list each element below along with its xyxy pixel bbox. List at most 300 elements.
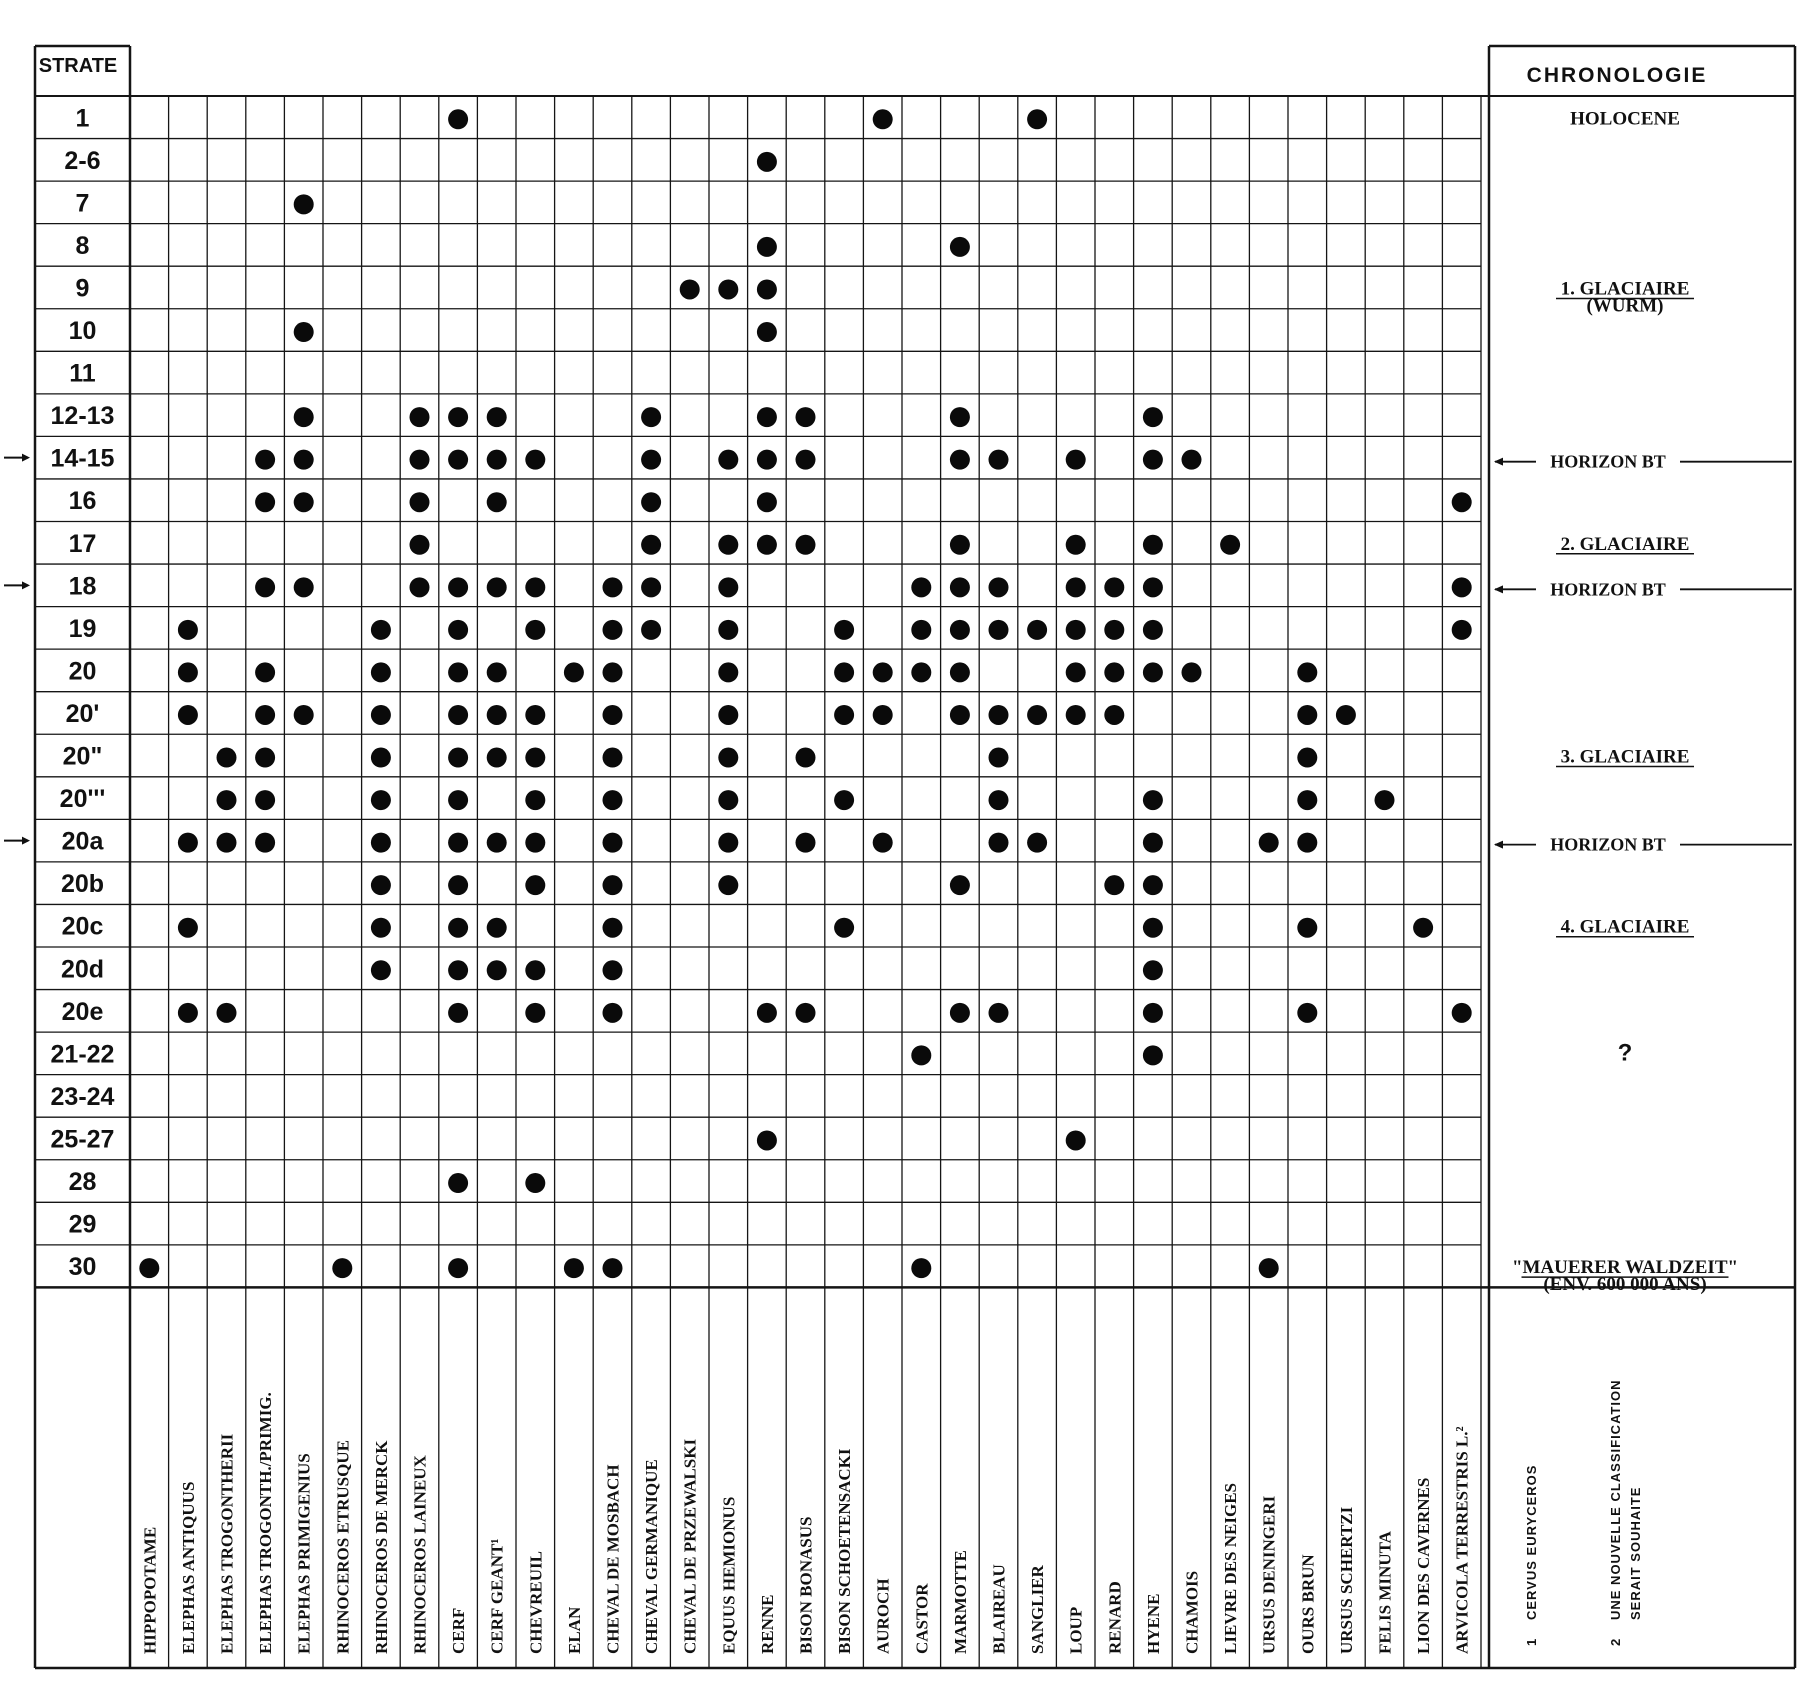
presence-dot — [603, 705, 623, 725]
species-label: ARVICOLA TERRESTRIS L.² — [1452, 1426, 1472, 1654]
presence-dot — [487, 833, 507, 853]
presence-dot — [255, 450, 275, 470]
presence-dot — [1143, 1045, 1163, 1065]
presence-dot — [757, 152, 777, 172]
presence-dot — [989, 577, 1009, 597]
presence-dot — [1297, 748, 1317, 768]
presence-dot — [371, 790, 391, 810]
presence-dot — [718, 662, 738, 682]
presence-dot — [873, 705, 893, 725]
presence-dot — [294, 194, 314, 214]
presence-dot — [1297, 833, 1317, 853]
presence-dot — [487, 492, 507, 512]
species-label: CERF GEANT¹ — [487, 1538, 507, 1654]
presence-dot — [371, 833, 391, 853]
presence-dot — [873, 662, 893, 682]
species-labels — [140, 1392, 1471, 1654]
presence-dot — [1027, 705, 1047, 725]
presence-dot — [178, 705, 198, 725]
strate-label: 20 — [68, 657, 97, 686]
species-label: CHEVAL DE MOSBACH — [603, 1464, 623, 1654]
chronology-label: 1. GLACIAIRE — [1560, 278, 1690, 300]
presence-dot — [332, 1258, 352, 1278]
presence-dot — [757, 322, 777, 342]
presence-dot — [757, 237, 777, 257]
strate-label: 14-15 — [50, 444, 115, 473]
presence-dot — [1143, 620, 1163, 640]
presence-dot — [371, 960, 391, 980]
presence-dot — [641, 407, 661, 427]
horizon-arrow-head — [1494, 585, 1503, 593]
horizon-label: HORIZON BT — [1550, 834, 1666, 855]
presence-dot — [641, 492, 661, 512]
presence-dot — [217, 833, 237, 853]
presence-dot — [796, 407, 816, 427]
presence-dot — [410, 450, 430, 470]
strate-label: 20a — [61, 827, 104, 856]
strate-label: 10 — [68, 317, 97, 346]
presence-dot — [1259, 833, 1279, 853]
strate-label: 1 — [75, 104, 90, 133]
footnote-mark: 2 — [1608, 1637, 1623, 1646]
presence-dot — [448, 1258, 468, 1278]
presence-dot — [178, 833, 198, 853]
presence-dot — [1066, 535, 1086, 555]
strata-labels — [4, 104, 115, 1281]
presence-dot — [448, 620, 468, 640]
presence-dot — [371, 875, 391, 895]
species-label: AUROCH — [873, 1578, 893, 1654]
presence-dot — [1297, 918, 1317, 938]
presence-dot — [603, 577, 623, 597]
presence-dot — [410, 535, 430, 555]
presence-dot — [873, 109, 893, 129]
header-area — [39, 55, 1708, 87]
strate-label: 7 — [75, 189, 90, 218]
species-label: RHINOCEROS ETRUSQUE — [333, 1440, 353, 1654]
species-label: ELEPHAS TROGONTHERII — [217, 1433, 237, 1654]
presence-dot — [950, 705, 970, 725]
presence-dot — [989, 450, 1009, 470]
presence-dot — [641, 450, 661, 470]
strate-label: 8 — [75, 231, 90, 260]
presence-dot — [834, 662, 854, 682]
presence-dot — [525, 960, 545, 980]
strate-label: 20b — [60, 870, 105, 899]
presence-dot — [410, 492, 430, 512]
presence-dot — [487, 450, 507, 470]
presence-dot — [1066, 705, 1086, 725]
species-label: CHAMOIS — [1182, 1570, 1202, 1654]
presence-dot — [448, 790, 468, 810]
presence-dot — [217, 1003, 237, 1023]
presence-dot — [255, 577, 275, 597]
footnote-text: UNE NOUVELLE CLASSIFICATION — [1608, 1379, 1623, 1620]
strate-label: 20" — [62, 742, 103, 771]
presence-dot — [1104, 705, 1124, 725]
presence-dot — [448, 450, 468, 470]
species-label: CASTOR — [912, 1583, 932, 1654]
presence-dot — [834, 790, 854, 810]
presence-dot — [178, 620, 198, 640]
strate-arrow-head — [22, 837, 30, 845]
presence-dot — [1259, 1258, 1279, 1278]
chronology-label: "MAUERER WALDZEIT" — [1511, 1257, 1739, 1279]
presence-dot — [950, 620, 970, 640]
presence-dot — [873, 833, 893, 853]
presence-dot — [641, 620, 661, 640]
horizon-arrow-head — [1494, 458, 1503, 466]
strate-header: STRATE — [38, 55, 118, 77]
presence-dot — [1066, 1130, 1086, 1150]
strate-label: 20c — [61, 912, 104, 941]
presence-dot — [603, 875, 623, 895]
presence-dot — [989, 748, 1009, 768]
presence-dot — [950, 1003, 970, 1023]
strate-label: 20''' — [59, 785, 106, 814]
presence-dot — [757, 407, 777, 427]
horizon-arrow-head — [1494, 841, 1503, 849]
presence-dot — [178, 1003, 198, 1023]
horizon-label: HORIZON BT — [1550, 579, 1666, 600]
presence-dot — [448, 109, 468, 129]
strate-label: 25-27 — [50, 1125, 115, 1154]
presence-dot — [294, 577, 314, 597]
presence-dot — [410, 407, 430, 427]
presence-dot — [1027, 620, 1047, 640]
strate-label: 21-22 — [50, 1040, 115, 1069]
strate-label: 12-13 — [50, 402, 115, 431]
species-label: OURS BRUN — [1298, 1554, 1318, 1654]
presence-dot — [603, 748, 623, 768]
presence-dot — [294, 322, 314, 342]
presence-dot — [178, 662, 198, 682]
strate-arrow-head — [22, 581, 30, 589]
chronology-label: 3. GLACIAIRE — [1560, 746, 1690, 768]
species-label: ELEPHAS PRIMIGENIUS — [294, 1453, 314, 1654]
chronologie-header: CHRONOLOGIE — [1526, 64, 1708, 87]
presence-dot — [950, 450, 970, 470]
presence-dot — [1452, 1003, 1472, 1023]
presence-dot — [564, 1258, 584, 1278]
presence-dot — [603, 790, 623, 810]
presence-dot — [1104, 875, 1124, 895]
presence-dot — [757, 450, 777, 470]
presence-dot — [757, 1003, 777, 1023]
presence-dot — [448, 875, 468, 895]
presence-dot — [950, 577, 970, 597]
chronology-sublabel: (WURM) — [1586, 295, 1664, 317]
presence-dot — [371, 662, 391, 682]
species-label: URSUS DENINGERI — [1259, 1495, 1279, 1654]
presence-dot — [1143, 960, 1163, 980]
presence-dot — [950, 237, 970, 257]
presence-dot — [950, 407, 970, 427]
species-label: EQUUS HEMIONUS — [719, 1496, 739, 1654]
presence-dot — [950, 662, 970, 682]
chronology-labels — [1512, 108, 1738, 1295]
presence-dot — [1066, 577, 1086, 597]
presence-dots — [139, 109, 1471, 1278]
species-label: RHINOCEROS DE MERCK — [371, 1440, 391, 1654]
presence-dot — [718, 535, 738, 555]
presence-dot — [410, 577, 430, 597]
presence-dot — [1104, 620, 1124, 640]
strate-label: 11 — [69, 359, 96, 388]
species-label: ELAN — [564, 1606, 584, 1654]
presence-dot — [718, 875, 738, 895]
presence-dot — [1027, 833, 1047, 853]
species-label: ELEPHAS ANTIQUUS — [178, 1481, 198, 1654]
presence-dot — [487, 918, 507, 938]
presence-dot — [1104, 662, 1124, 682]
species-label: SANGLIER — [1028, 1565, 1048, 1654]
chronology-sublabel: (ENV. 600 000 ANS) — [1543, 1274, 1707, 1296]
species-label: CHEVAL DE PRZEWALSKI — [680, 1438, 700, 1654]
presence-dot — [989, 705, 1009, 725]
presence-dot — [834, 620, 854, 640]
presence-dot — [255, 833, 275, 853]
presence-dot — [911, 620, 931, 640]
species-label: RENNE — [757, 1594, 777, 1654]
strate-label: 20d — [60, 955, 105, 984]
strate-label: 9 — [75, 274, 90, 303]
presence-dot — [989, 833, 1009, 853]
presence-dot — [641, 535, 661, 555]
presence-dot — [255, 790, 275, 810]
species-label: URSUS SCHERTZI — [1336, 1506, 1356, 1654]
presence-dot — [525, 1173, 545, 1193]
chronology-label: ? — [1617, 1039, 1633, 1067]
horizon-label: HORIZON BT — [1550, 451, 1666, 472]
presence-dot — [603, 918, 623, 938]
presence-dot — [448, 918, 468, 938]
presence-dot — [718, 833, 738, 853]
presence-dot — [796, 833, 816, 853]
species-label: CHEVREUIL — [526, 1551, 546, 1654]
strate-label: 17 — [68, 529, 97, 558]
presence-dot — [1143, 1003, 1163, 1023]
grid-lines — [35, 46, 1795, 1668]
presence-dot — [487, 407, 507, 427]
presence-dot — [294, 492, 314, 512]
presence-dot — [1143, 918, 1163, 938]
presence-dot — [1143, 875, 1163, 895]
species-label: ELEPHAS TROGONTH./PRIMIG. — [256, 1392, 276, 1654]
presence-dot — [603, 1258, 623, 1278]
presence-dot — [448, 833, 468, 853]
presence-dot — [1452, 492, 1472, 512]
presence-dot — [487, 705, 507, 725]
presence-dot — [603, 1003, 623, 1023]
species-label: LIEVRE DES NEIGES — [1221, 1482, 1241, 1654]
presence-dot — [989, 620, 1009, 640]
presence-dot — [950, 875, 970, 895]
presence-dot — [1143, 450, 1163, 470]
strate-arrow-head — [22, 454, 30, 462]
presence-dot — [989, 790, 1009, 810]
presence-dot — [1143, 535, 1163, 555]
presence-dot — [178, 918, 198, 938]
presence-dot — [718, 790, 738, 810]
presence-dot — [139, 1258, 159, 1278]
presence-dot — [603, 620, 623, 640]
presence-dot — [448, 748, 468, 768]
strate-label: 30 — [68, 1253, 97, 1282]
presence-dot — [487, 748, 507, 768]
presence-dot — [371, 705, 391, 725]
presence-dot — [371, 620, 391, 640]
strate-label: 19 — [68, 614, 97, 643]
presence-dot — [448, 662, 468, 682]
presence-dot — [757, 1130, 777, 1150]
presence-dot — [718, 705, 738, 725]
presence-dot — [757, 535, 777, 555]
presence-dot — [1297, 1003, 1317, 1023]
strate-label: 20e — [61, 997, 104, 1026]
presence-dot — [448, 1173, 468, 1193]
horizon-markers — [1494, 452, 1792, 855]
presence-dot — [371, 918, 391, 938]
presence-dot — [294, 407, 314, 427]
presence-dot — [911, 577, 931, 597]
presence-dot — [718, 577, 738, 597]
presence-dot — [1027, 109, 1047, 129]
presence-dot — [950, 535, 970, 555]
strate-label: 20' — [65, 699, 100, 728]
presence-dot — [1182, 450, 1202, 470]
species-label: BISON SCHOETENSACKI — [835, 1448, 855, 1654]
strate-label: 2-6 — [64, 146, 101, 175]
species-label: RENARD — [1105, 1581, 1125, 1654]
presence-dot — [525, 577, 545, 597]
presence-dot — [1297, 790, 1317, 810]
presence-dot — [294, 705, 314, 725]
presence-dot — [603, 833, 623, 853]
presence-dot — [1143, 833, 1163, 853]
presence-dot — [1104, 577, 1124, 597]
species-label: FELIS MINUTA — [1375, 1531, 1395, 1654]
presence-dot — [1220, 535, 1240, 555]
presence-dot — [989, 1003, 1009, 1023]
presence-dot — [487, 960, 507, 980]
strate-label: 16 — [68, 487, 97, 516]
species-label: BISON BONASUS — [796, 1516, 816, 1654]
presence-dot — [487, 577, 507, 597]
presence-dot — [834, 918, 854, 938]
chronology-label: 2. GLACIAIRE — [1560, 533, 1690, 555]
presence-dot — [448, 960, 468, 980]
footnote-mark: 1 — [1524, 1637, 1539, 1646]
presence-dot — [641, 577, 661, 597]
presence-dot — [448, 577, 468, 597]
presence-dot — [255, 705, 275, 725]
strate-label: 23-24 — [50, 1082, 115, 1111]
presence-dot — [525, 790, 545, 810]
presence-dot — [1452, 620, 1472, 640]
presence-dot — [525, 450, 545, 470]
presence-dot — [796, 450, 816, 470]
presence-dot — [796, 1003, 816, 1023]
presence-dot — [1143, 790, 1163, 810]
chronology-label: 4. GLACIAIRE — [1560, 916, 1690, 938]
presence-dot — [718, 450, 738, 470]
presence-dot — [1143, 577, 1163, 597]
presence-dot — [911, 1045, 931, 1065]
presence-dot — [525, 620, 545, 640]
species-label: BLAIREAU — [989, 1564, 1009, 1654]
presence-dot — [796, 535, 816, 555]
species-label: LOUP — [1066, 1606, 1086, 1654]
presence-dot — [294, 450, 314, 470]
presence-dot — [1066, 620, 1086, 640]
presence-dot — [1297, 705, 1317, 725]
presence-dot — [448, 407, 468, 427]
presence-dot — [525, 875, 545, 895]
species-label: LION DES CAVERNES — [1414, 1477, 1434, 1654]
footnote-text: CERVUS EURYCEROS — [1524, 1464, 1539, 1620]
presence-dot — [911, 662, 931, 682]
footnote-text: SERAIT SOUHAITE — [1628, 1486, 1643, 1620]
presence-dot — [603, 960, 623, 980]
presence-dot — [1182, 662, 1202, 682]
species-label: CHEVAL GERMANIQUE — [642, 1459, 662, 1654]
species-label: MARMOTTE — [950, 1550, 970, 1654]
presence-dot — [911, 1258, 931, 1278]
species-label: RHINOCEROS LAINEUX — [410, 1455, 430, 1654]
presence-dot — [1297, 662, 1317, 682]
presence-dot — [448, 1003, 468, 1023]
presence-dot — [757, 492, 777, 512]
presence-dot — [603, 662, 623, 682]
strate-label: 28 — [68, 1168, 97, 1197]
presence-dot — [718, 620, 738, 640]
footnotes — [1524, 1379, 1643, 1646]
presence-dot — [1066, 662, 1086, 682]
species-label: HIPPOPOTAME — [140, 1526, 160, 1654]
presence-dot — [1413, 918, 1433, 938]
presence-dot — [525, 748, 545, 768]
presence-dot — [1066, 450, 1086, 470]
strate-label: 29 — [68, 1210, 97, 1239]
presence-dot — [1336, 705, 1356, 725]
strate-label: 18 — [68, 572, 97, 601]
presence-dot — [255, 748, 275, 768]
presence-dot — [757, 279, 777, 299]
species-label: CERF — [449, 1607, 469, 1654]
presence-dot — [217, 748, 237, 768]
presence-dot — [525, 705, 545, 725]
presence-dot — [487, 662, 507, 682]
presence-dot — [834, 705, 854, 725]
presence-dot — [718, 748, 738, 768]
presence-dot — [680, 279, 700, 299]
presence-dot — [1452, 577, 1472, 597]
presence-dot — [1375, 790, 1395, 810]
presence-dot — [796, 748, 816, 768]
presence-dot — [448, 705, 468, 725]
presence-dot — [255, 492, 275, 512]
presence-dot — [1143, 407, 1163, 427]
species-label: HYENE — [1143, 1593, 1163, 1654]
presence-dot — [525, 1003, 545, 1023]
presence-dot — [255, 662, 275, 682]
presence-dot — [1143, 662, 1163, 682]
presence-dot — [718, 279, 738, 299]
presence-dot — [371, 748, 391, 768]
chronology-label: HOLOCENE — [1570, 108, 1680, 130]
presence-dot — [217, 790, 237, 810]
